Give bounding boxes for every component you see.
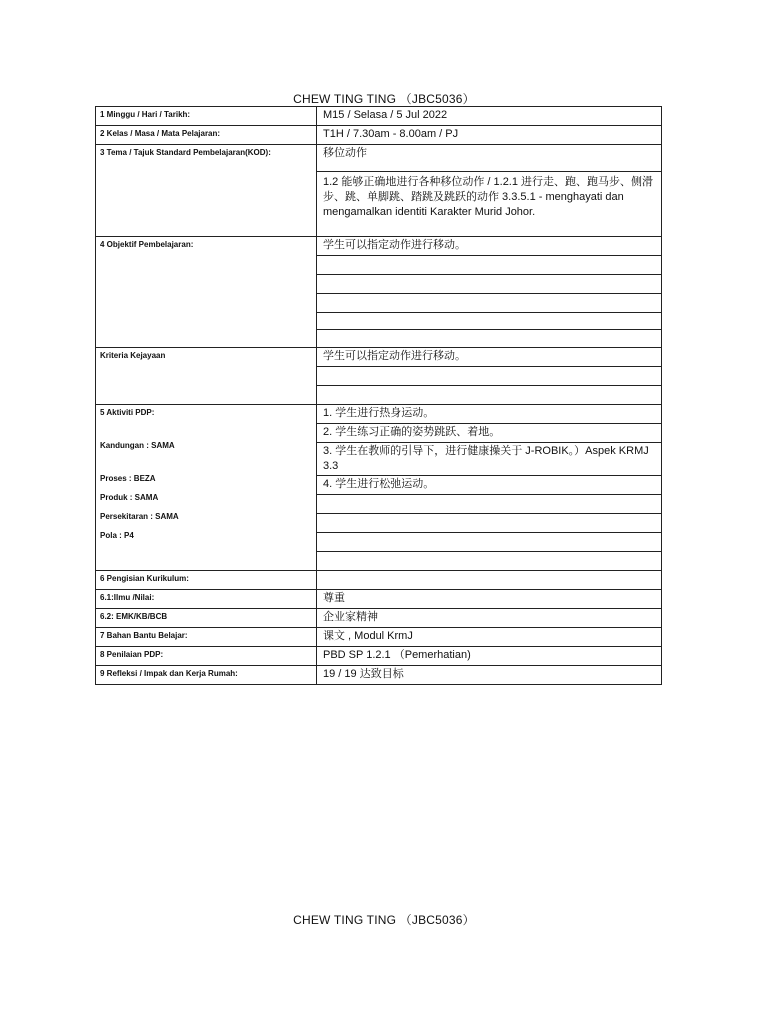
lesson-plan-table <box>95 106 662 685</box>
kandungan-label: Kandungan : SAMA <box>100 441 175 450</box>
kriteria-empty-cell <box>317 386 662 405</box>
objektif-empty-cell <box>317 256 662 275</box>
table-row <box>96 609 662 628</box>
table-row <box>96 107 662 126</box>
objektif-empty-cell <box>317 275 662 294</box>
objektif-empty-cell <box>317 294 662 313</box>
table-row <box>96 571 662 590</box>
tema-value-standard: 1.2 能够正确地进行各种移位动作 / 1.2.1 进行走、跑、跑马步、侧滑步、跳、单脚跳、踏跳及跳跃的动作 3.3.5.1 - menghayati dan mengamalkan identiti Karakter Murid Johor. <box>317 172 662 237</box>
footer-title: CHEW TING TING （JBC5036） <box>293 913 475 927</box>
emk-value: 企业家精神 <box>317 609 662 628</box>
produk-label: Produk : SAMA <box>100 493 159 502</box>
tema-value-topic: 移位动作 <box>317 145 662 172</box>
tema-label: 3 Tema / Tajuk Standard Pembelajaran(KOD): <box>96 145 317 237</box>
table-row <box>96 590 662 609</box>
kurikulum-label: 6 Pengisian Kurikulum: <box>96 571 317 590</box>
table-row <box>96 237 662 256</box>
kriteria-value: 学生可以指定动作进行移动。 <box>317 348 662 367</box>
aktiviti-empty-cell <box>317 495 662 514</box>
aktiviti-empty-cell <box>317 514 662 533</box>
table-row <box>96 628 662 647</box>
ilmu-label: 6.1:Ilmu /Nilai: <box>96 590 317 609</box>
kriteria-label: Kriteria Kejayaan <box>96 348 317 405</box>
objektif-empty-cell <box>317 330 662 348</box>
penilaian-value: PBD SP 1.2.1 （Pemerhatian) <box>317 647 662 666</box>
table-row <box>96 647 662 666</box>
pola-label: Pola : P4 <box>100 531 134 540</box>
aktiviti-2: 2. 学生练习正确的姿势跳跃、着地。 <box>317 424 662 443</box>
proses-label: Proses : BEZA <box>100 474 156 483</box>
persekitaran-label: Persekitaran : SAMA <box>100 512 179 521</box>
aktiviti-1: 1. 学生进行热身运动。 <box>317 405 662 424</box>
aktiviti-label-cell <box>96 405 317 571</box>
aktiviti-empty-cell <box>317 552 662 571</box>
penilaian-label: 8 Penilaian PDP: <box>96 647 317 666</box>
aktiviti-empty-cell <box>317 533 662 552</box>
kriteria-empty-cell <box>317 367 662 386</box>
bahan-label: 7 Bahan Bantu Belajar: <box>96 628 317 647</box>
kelas-value: T1H / 7.30am - 8.00am / PJ <box>317 126 662 145</box>
table-row <box>96 405 662 424</box>
kelas-label: 2 Kelas / Masa / Mata Pelajaran: <box>96 126 317 145</box>
table-row <box>96 348 662 367</box>
bahan-value: 课文 , Modul KrmJ <box>317 628 662 647</box>
ilmu-value: 尊重 <box>317 590 662 609</box>
table-row <box>96 126 662 145</box>
table-row <box>96 666 662 685</box>
minggu-label: 1 Minggu / Hari / Tarikh: <box>96 107 317 126</box>
refleksi-value: 19 / 19 达致目标 <box>317 666 662 685</box>
objektif-value: 学生可以指定动作进行移动。 <box>317 237 662 256</box>
page-title: CHEW TING TING （JBC5036） <box>293 92 475 106</box>
table-row <box>96 145 662 172</box>
aktiviti-4: 4. 学生进行松弛运动。 <box>317 476 662 495</box>
aktiviti-3: 3. 学生在教师的引导下，进行健康操关于 J-ROBIK。）Aspek KRMJ 3.3 <box>317 443 662 476</box>
refleksi-label: 9 Refleksi / Impak dan Kerja Rumah: <box>96 666 317 685</box>
kurikulum-value <box>317 571 662 590</box>
emk-label: 6.2: EMK/KB/BCB <box>96 609 317 628</box>
objektif-label: 4 Objektif Pembelajaran: <box>96 237 317 348</box>
objektif-empty-cell <box>317 313 662 330</box>
aktiviti-label: 5 Aktiviti PDP: <box>100 408 155 417</box>
minggu-value: M15 / Selasa / 5 Jul 2022 <box>317 107 662 126</box>
